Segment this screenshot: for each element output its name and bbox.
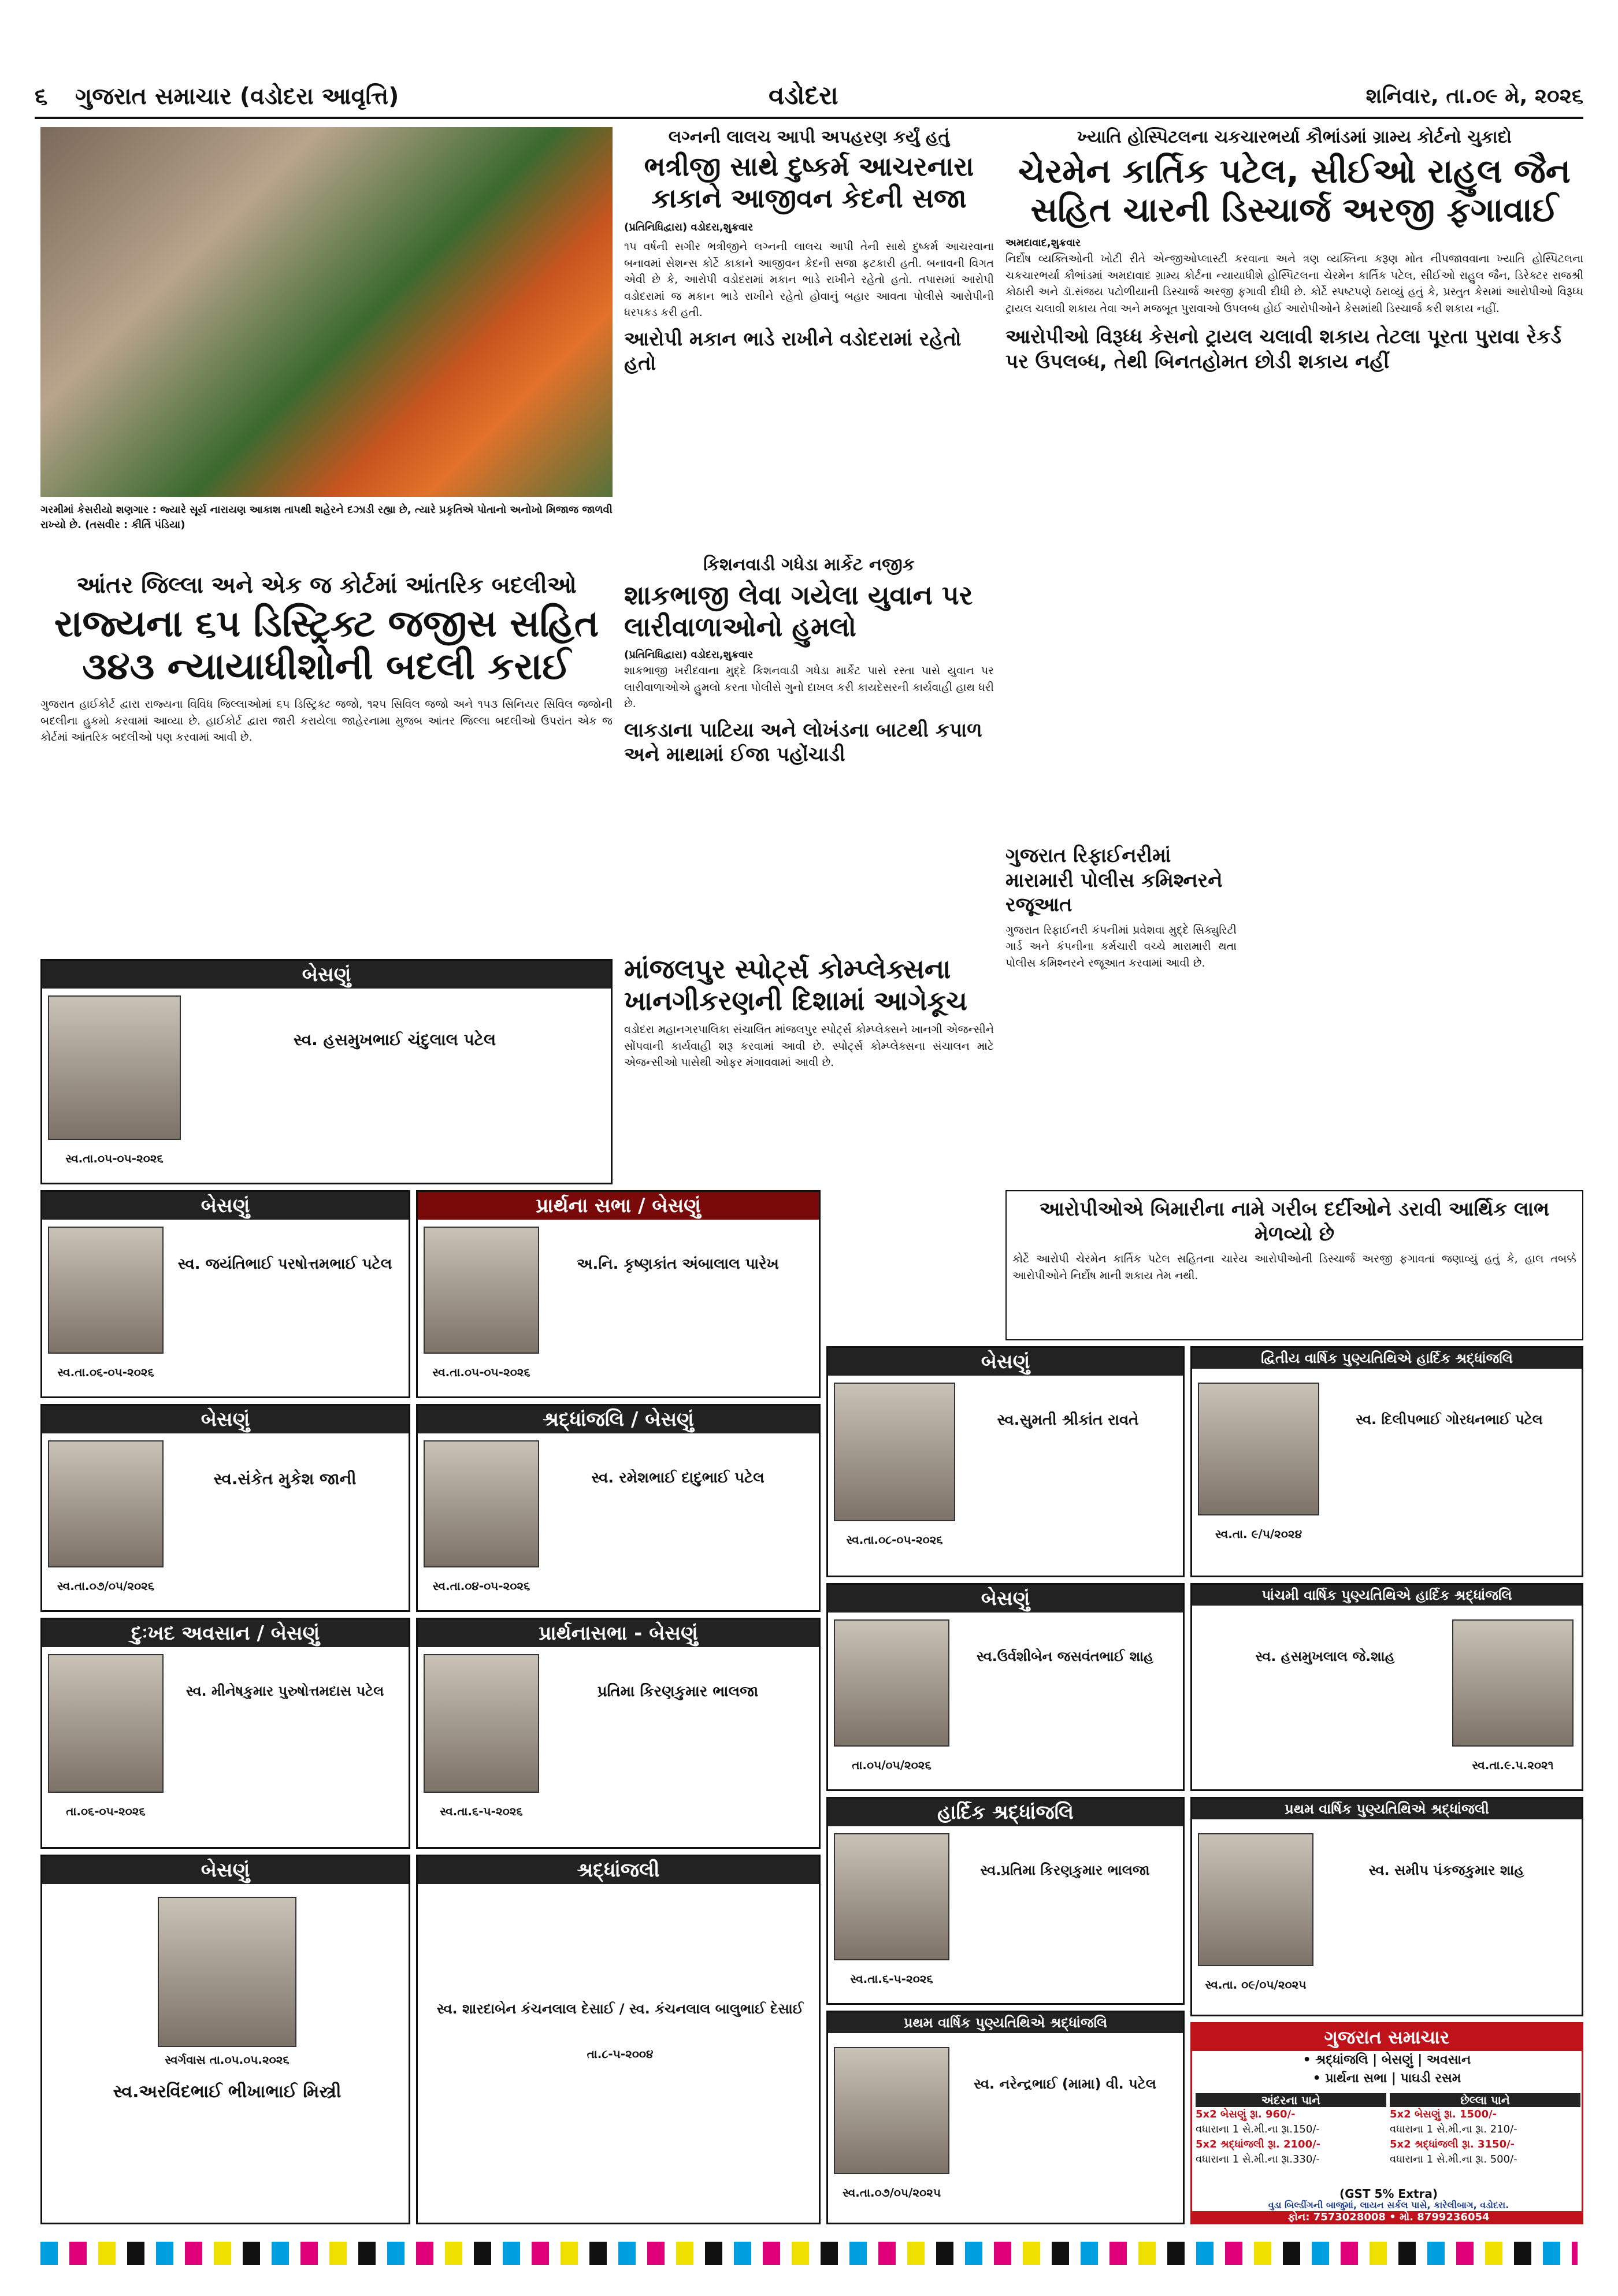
story-body: ગુજરાત રિફાઈનરી કંપનીમાં પ્રવેશવા મુદ્દે સિક્યુરિટી ગાર્ડ અને કંપનીના કર્મચારી વચ્ચે મારામારી થતા પોલીસ કમિશ્નરને રજૂઆત કરવામાં આવી છે.: [1005, 923, 1237, 969]
portrait-photo: [834, 1619, 949, 1747]
notice-14: [1190, 1346, 1583, 1577]
notice-name: અ.નિ. કૃષ્ણકાંત અંબાલાલ પારેખ: [577, 1255, 779, 1273]
notice-name: સ્વ.સુમતી શ્રીકાંત રાવતે: [997, 1411, 1139, 1429]
portrait-photo: [1452, 1619, 1574, 1747]
notice-13: [826, 2011, 1185, 2224]
story-body: નિર્દોષ વ્યક્તિઓની ખોટી રીતે એન્જીઓપ્લાસ્ટી કરવાના અને ત્રણ વ્યક્તિના કરૂણ મોત નીપજાવવાના ખ્યાતિ હોસ્પિટલના ચકચારભર્યા કૌભાંડમાં અમદાવાદ ગ્રામ્ય કોર્ટના ન્યાયાધીશે હોસ્પિટલના ચેરમેન કાર્તિક પટેલ, સીઈઓ રાહુલ જૈન, ડિરેક્ટર રાજશ્રી કોઠારી અને ડૉ.સંજય પટોળીયાની ડિસ્ચાર્જ અરજી ફગાવી દીધી છે. કોર્ટે સ્પષ્ટપણે ઠરાવ્યું હતું કે, પ્રસ્તુત કેસમાં આરોપીઓ વિરૂધ્ધ ટ્રાયલ ચલાવી શકાય તેવા અને મજબૂત પુરાવાઓ ઉપલબ્ધ હોઈ આરોપીઓને કેસમાંથી ડિસ્ચાર્જ કરી શકાય નહીં.: [1005, 252, 1583, 315]
notice-9: [416, 1618, 821, 1849]
portrait-photo: [424, 1227, 539, 1354]
notice-title: બેસણું: [42, 1406, 409, 1433]
page-header: [35, 81, 1583, 119]
ad-price: 5x2 બેસણું રૂા. 1500/-: [1390, 2108, 1497, 2120]
portrait-photo: [1198, 1833, 1313, 1966]
story-headline: ગુજરાત રિફાઈનરીમાં મારામારી પોલીસ કમિશ્નરને રજૂઆત: [1005, 844, 1223, 916]
ad-col-last: [1390, 2093, 1580, 2186]
story-kicker: આંતર જિલ્લા અને એક જ કોર્ટમાં આંતરિક બદલીઓ: [76, 572, 577, 599]
notice-name: સ્વ. શારદાબેન કંચનલાલ દેસાઈ / સ્વ. કંચનલાલ બાલુભાઈ દેસાઈ: [436, 2001, 804, 2017]
notice-date: તા.૮-૫-૨૦૦૪: [587, 2047, 654, 2061]
ad-extra: વધારાના 1 સે.મી.ના રૂા.150/-: [1196, 2123, 1320, 2136]
story-body: વડોદરા મહાનગરપાલિકા સંચાલિત માંજલપુર સ્પોર્ટ્સ કોમ્પ્લેક્સને ખાનગી એજન્સીને સોંપવાની કાર્યવાહી શરૂ કરવામાં આવી છે. સ્પોર્ટ્સ કોમ્પ્લેક્સના સંચાલન માટે એજન્સીઓ પાસેથી ઓફર મંગાવવામાં આવી છે.: [624, 1023, 994, 1069]
page-number: ૬: [35, 83, 48, 110]
story-headline: માંજલપુર સ્પોર્ટ્સ કોમ્પ્લેક્સના ખાનગીકરણની દિશામાં આગેકૂચ: [624, 953, 967, 1017]
ad-line-1: • શ્રદ્ધાંજલિ | બેસણું | અવસાન: [1302, 2053, 1471, 2067]
story-body: શાકભાજી ખરીદવાના મુદ્દે કિશનવાડી ગધેડા માર્કેટ પાસે રસ્તા પાસે યુવાન પર લારીવાળાઓએ હુમલો કરતા પોલીસે ગુનો દાખલ કરી કાયદેસરની કાર્યવાહી હાથ ધરી છે.: [624, 664, 994, 711]
ad-col-head: અંદરના પાને: [1196, 2093, 1386, 2107]
notice-date: સ્વ.તા. ૯/૫/૨૦૨૪: [1215, 1527, 1302, 1541]
notice-date: સ્વ.તા.૦૪-૦૫-૨૦૨૬: [432, 1579, 530, 1593]
notice-title: પ્રાર્થના સભા / બેસણું: [418, 1192, 819, 1220]
portrait-photo: [48, 995, 181, 1140]
ad-gst: (GST 5% Extra): [1339, 2187, 1438, 2201]
story-khyati-hospital: [1005, 127, 1583, 838]
story-abduction: [624, 127, 994, 549]
notice-date: સ્વ.તા.૦૬-૦૫-૨૦૨૬: [57, 1365, 154, 1379]
notice-3: [416, 1190, 821, 1398]
notice-date: સ્વ.તા.૦૫-૦૫-૨૦૨૬: [432, 1365, 530, 1379]
photo-caption: ગરમીમાં કેસરીયો શણગાર : જ્યારે સૂર્ય નારાયણ આકાશ તાપથી શહેરને દઝાડી રહ્યા છે, ત્યારે પ્રકૃતિએ પોતાનો અનોખો મિજાજ જાળવી રાખ્યો છે. (તસવીર : કીર્તિ પંડિયા): [40, 504, 613, 532]
notice-name: સ્વ.પ્રતિમા કિરણકુમાર ભાલજા: [980, 1862, 1150, 1878]
notice-title: પાંચમી વાર્ષિક પુણ્યતિથિએ હાર્દિક શ્રદ્ધાંજલિ: [1192, 1585, 1582, 1606]
story-dateline: અમદાવાદ,શુક્રવાર: [1005, 237, 1081, 250]
story-headline: શાકભાજી લેવા ગયેલા યુવાન પર લારીવાળાઓનો હુમલો: [624, 579, 973, 643]
story-subhead: લાકડાના પાટિયા અને લોખંડના બાટથી કપાળ અને માથામાં ઈજા પહોંચાડી: [624, 718, 982, 767]
portrait-photo: [48, 1227, 164, 1354]
portrait-photo: [158, 1897, 296, 2047]
notice-date: સ્વ.તા.૦૭/૦૫/૨૦૨૫: [842, 2186, 941, 2200]
notice-15: [1190, 1583, 1583, 1791]
notice-date: સ્વ.તા.૦૮-૦૫-૨૦૨૬: [846, 1533, 943, 1547]
story-subhead: આરોપીઓ વિરૂધ્ધ કેસનો ટ્રાયલ ચલાવી શકાય તેટલા પૂરતા પુરાવા રેકર્ડ પર ઉપલબ્ધ, તેથી બિનતહોમત છોડી શકાય નહીં: [1005, 325, 1561, 373]
notice-title: પ્રથમ વાર્ષિક પુણ્યતિથિએ શ્રદ્ધાંજલિ: [828, 2012, 1183, 2033]
notice-title: બેસણું: [828, 1348, 1183, 1376]
notice-date: સ્વ.તા.૯.૫.૨૦૨૧: [1472, 1758, 1554, 1772]
portrait-photo: [424, 1440, 539, 1567]
story-headline: રાજ્યના ૬૫ ડિસ્ટ્રિક્ટ જજીસ સહિત ૩૪૩ ન્યાયાધીશોની બદલી કરાઈ: [54, 603, 599, 688]
notice-16: [1190, 1797, 1583, 2016]
notice-name: સ્વ.ઉર્વશીબેન જસવંતભાઈ શાહ: [976, 1648, 1154, 1665]
story-judges-transfer: [40, 572, 613, 953]
notice-date: સ્વર્ગવાસ તા.૦૫.૦૫.૨૦૨૬: [165, 2053, 290, 2067]
notice-title: બેસણું: [42, 961, 611, 989]
notice-title: હાર્દિક શ્રદ્ધાંજલિ: [828, 1799, 1183, 1826]
portrait-photo: [834, 1833, 949, 1960]
story-body: ગુજરાત હાઈકોર્ટ દ્વારા રાજ્યના વિવિધ જિલ્લાઓમાં ૬૫ ડિસ્ટ્રિક્ટ જજો, ૧૨૫ સિવિલ જજો અને ૧૫૩ સિનિયર સિવિલ જજોની બદલીના હુકમો કરવામાં આવ્યા છે. હાઈકોર્ટ દ્વારા જારી કરાયેલા જાહેરનામા મુજબ આંતર જિલ્લા બદલીઓ ઉપરાંત એક જ કોર્ટમાં આંતરિક બદલીઓ પણ કરવામાં આવી છે.: [40, 698, 613, 744]
notice-title: પ્રાર્થનાસભા - બેસણું: [418, 1619, 819, 1647]
notice-name: સ્વ. હસમુખભાઈ ચંદુલાલ પટેલ: [293, 1030, 496, 1049]
story-kicker: કિશનવાડી ગધેડા માર્કેટ નજીક: [703, 555, 915, 575]
notice-title: દ્વિતીય વાર્ષિક પુણ્યતિથિએ હાર્દિક શ્રદ્ધાંજલિ: [1192, 1348, 1582, 1369]
notice-12: [826, 1797, 1185, 2005]
notice-1: [40, 959, 613, 1184]
notice-name: સ્વ. રમેશભાઈ દાદુભાઈ પટેલ: [591, 1469, 765, 1487]
notice-title: શ્રદ્ધાંજલી: [418, 1856, 819, 1884]
story-headline: ચેરમેન કાર્તિક પટેલ, સીઈઓ રાહુલ જૈન સહિત ચારની ડિસ્ચાર્જ અરજી ફગાવાઈ: [1018, 151, 1571, 229]
notice-4: [826, 1346, 1185, 1577]
story-subhead: આરોપી મકાન ભાડે રાખીને વડોદરામાં રહેતો હતો: [624, 327, 962, 376]
ad-phone: ફોન: 7573028008 • મો. 8799236054: [1192, 2211, 1583, 2223]
notice-name: સ્વ.સંકેત મુકેશ જાની: [213, 1469, 357, 1488]
story-dateline: (પ્રતિનિધિદ્વારા) વડોદરા,શુક્રવાર: [624, 221, 754, 234]
notice-name: સ્વ. નરેન્દ્રભાઈ (મામા) વી. પટેલ: [974, 2076, 1156, 2092]
notice-7: [826, 1583, 1185, 1791]
classified-ad: [1190, 2022, 1583, 2224]
notice-date: સ્વ.તા.૬-૫-૨૦૨૬: [440, 1804, 523, 1818]
paper-name: ગુજરાત સમાચાર (વડોદરા આવૃત્તિ): [75, 83, 399, 110]
notice-date: સ્વ.તા.૦૭/૦૫/૨૦૨૬: [57, 1579, 155, 1593]
notice-name: સ્વ. જયંતિભાઈ પરષોત્તમભાઈ પટેલ: [177, 1255, 392, 1273]
portrait-photo: [1198, 1383, 1319, 1515]
notice-date: સ્વ.તા. ૦૯/૦૫/૨૦૨૫: [1205, 1978, 1307, 1992]
tree-photo: [40, 127, 613, 497]
story-refinery: [1005, 844, 1237, 1075]
notice-name: સ્વ. દિલીપભાઈ ગોરધનભાઈ પટેલ: [1356, 1411, 1543, 1428]
notice-date: સ્વ.તા.૬-૫-૨૦૨૬: [850, 1972, 933, 1986]
notice-title: બેસણું: [42, 1192, 409, 1220]
story-sports-complex: [624, 953, 994, 1196]
ad-brand: ગુજરાત સમાચાર: [1192, 2024, 1582, 2051]
ad-price: 5x2 બેસણું રૂા. 960/-: [1196, 2108, 1296, 2120]
story-kicker: ખ્યાતિ હોસ્પિટલના ચકચારભર્યા કૌભાંડમાં ગ્રામ્ય કોર્ટનો ચુકાદો: [1077, 127, 1512, 147]
ad-col-inside: [1196, 2093, 1386, 2186]
story-kicker: લગ્નની લાલચ આપી અપહરણ કર્યું હતું: [668, 127, 950, 147]
notice-name: સ્વ.અરવિંદભાઈ ભીખાભાઈ મિસ્ત્રી: [113, 2082, 342, 2102]
notice-name: સ્વ. મીનેષકુમાર પુરુષોત્તમદાસ પટેલ: [185, 1683, 384, 1699]
story-dateline: (પ્રતિનિધિદ્વારા) વડોદરા,શુક્રવાર: [624, 649, 754, 662]
registration-marks: [40, 2242, 1578, 2265]
notice-title: બેસણું: [42, 1856, 409, 1884]
ad-extra: વધારાના 1 સે.મી.ના રૂા. 500/-: [1390, 2153, 1517, 2166]
notice-date: તા.૦૬-૦૫-૨૦૨૬: [66, 1804, 146, 1818]
story-headline: આરોપીઓએ બિમારીના નામે ગરીબ દર્દીઓને ડરાવી આર્થિક લાભ મેળવ્યો છે: [1039, 1198, 1550, 1246]
notice-8: [40, 1618, 410, 1849]
story-headline: ભત્રીજી સાથે દુષ્કર્મ આચરનારા કાકાને આજીવન કેદની સજા: [644, 151, 974, 214]
notice-name: સ્વ. સમીપ પંકજકુમાર શાહ: [1368, 1862, 1524, 1878]
notice-6: [416, 1404, 821, 1612]
portrait-photo: [48, 1654, 164, 1793]
ad-address: વુડા બિલ્ડીંગની બાજુમાં, લાયન સર્કલ પાસે, કારેલીબાગ, વડોદરા.: [1268, 2200, 1509, 2210]
ad-line-2: • પ્રાર્થના સભા | પાઘડી રસમ: [1312, 2071, 1461, 2086]
notice-title: બેસણું: [828, 1585, 1183, 1613]
notice-title: દુઃખદ અવસાન / બેસણું: [42, 1619, 409, 1647]
portrait-photo: [834, 2047, 949, 2174]
notice-date: તા.૦૫/૦૫/૨૦૨૬: [852, 1758, 932, 1772]
notice-date: સ્વ.તા.૦૫-૦૫-૨૦૨૬: [65, 1151, 164, 1165]
ad-price: 5x2 શ્રદ્ધાંજલી રૂા. 2100/-: [1196, 2138, 1321, 2151]
portrait-photo: [424, 1654, 539, 1793]
notice-2: [40, 1190, 410, 1398]
notice-5: [40, 1404, 410, 1612]
story-body: ૧૫ વર્ષની સગીર ભત્રીજીને લગ્નની લાલચ આપી તેની સાથે દુષ્કર્મ આચરવાના બનાવમાં સેશન્સ કોર્ટે કાકાને આજીવન કેદની સજા ફટકારી હતી. બનાવની વિગત એવી છે કે, આરોપી વડોદરામાં મકાન ભાડે રાખીને રહેતો હતો. તપાસમાં આરોપી વડોદરામાં જ મકાન ભાડે રાખીને રહેતો હોવાનું બહાર આવતા પોલીસે આરોપીની ધરપકડ કરી હતી.: [624, 240, 994, 319]
ad-extra: વધારાના 1 સે.મી.ના રૂા.330/-: [1196, 2153, 1320, 2166]
notice-name: પ્રતિમા કિરણકુમાર ભાલજા: [597, 1683, 759, 1700]
portrait-photo: [834, 1383, 955, 1521]
story-body: કોર્ટે આરોપી ચેરમેન કાર્તિક પટેલ સહિતના ચારેય આરોપીઓની ડિસ્ચાર્જ અરજી ફગાવતાં જણાવ્યું હતું કે, હાલ તબક્કે આરોપીઓને નિર્દોષ માની શકાય તેમ નથી.: [1012, 1253, 1576, 1282]
notice-name: સ્વ. હસમુખલાલ જે.શાહ: [1255, 1648, 1395, 1665]
story-vendor-attack: [624, 555, 994, 924]
story-accused-patients: [1005, 1190, 1583, 1340]
notice-title: પ્રથમ વાર્ષિક પુણ્યતિથિએ શ્રદ્ધાંજલી: [1192, 1799, 1582, 1819]
notice-10: [40, 1855, 410, 2224]
edition-city: વડોદરા: [769, 81, 838, 110]
notice-11: [416, 1855, 821, 2224]
ad-extra: વધારાના 1 સે.મી.ના રૂા. 210/-: [1390, 2123, 1517, 2136]
ad-price: 5x2 શ્રદ્ધાંજલી રૂા. 3150/-: [1390, 2138, 1515, 2151]
issue-date: શનિવાર, તા.૦૯ મે, ૨૦૨૬: [1365, 84, 1583, 108]
portrait-photo: [48, 1440, 164, 1567]
ad-col-head: છેલ્લા પાને: [1390, 2093, 1580, 2107]
notice-title: શ્રદ્ધાંજલિ / બેસણું: [418, 1406, 819, 1433]
